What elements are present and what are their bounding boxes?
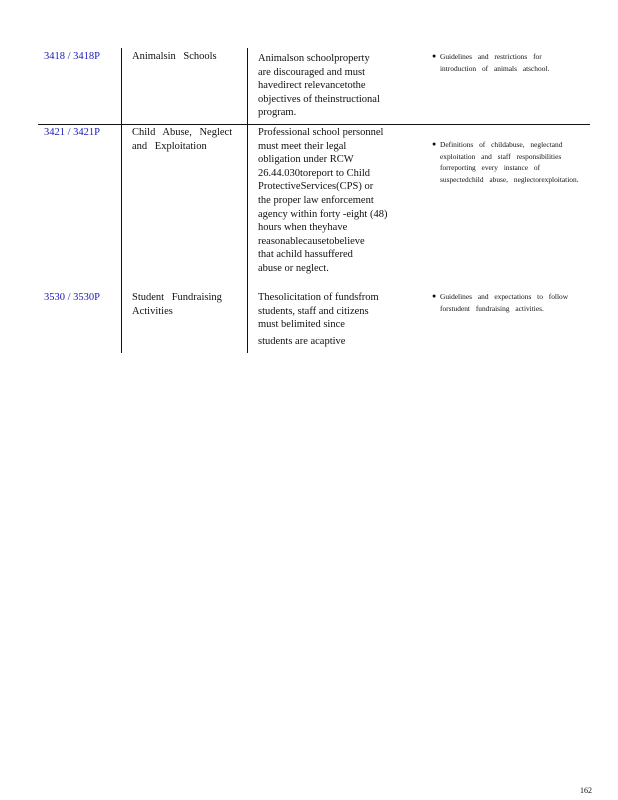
guideline-bullet <box>432 139 582 185</box>
description-line: that achild hassuffered <box>258 249 353 261</box>
policy-title: Child Abuse, Neglect and Exploitation <box>132 127 233 152</box>
column-divider-2 <box>247 48 248 353</box>
description-line: Thesolicitation of fundsfrom <box>258 292 379 303</box>
description-line: program. <box>258 107 297 119</box>
guideline-text: Definitions of childabuse, neglectand exploitation and staff responsibilities forreporting every instance of suspectedchild abuse, neglectorexploitation. <box>440 140 579 184</box>
guideline-bullet <box>432 51 582 74</box>
policy-code: 3530 / 3530P <box>44 292 101 303</box>
description-line: students are acaptive <box>258 335 346 347</box>
column-divider-1 <box>121 48 122 353</box>
row-divider <box>38 124 590 125</box>
description-line: 26.44.030toreport to Child <box>258 167 370 179</box>
guideline-text: Guidelines and restrictions for introduction of animals atschool. <box>440 52 550 73</box>
description-line: are discouraged and must <box>258 66 366 78</box>
guideline-bullet <box>432 291 582 314</box>
description-line: havedirect relevancetothe <box>258 80 366 92</box>
description-line: must belimited since <box>258 319 345 331</box>
description-line: ProtectiveServices(CPS) or <box>258 181 374 193</box>
policy-code: 3418 / 3418P <box>44 51 101 62</box>
guideline-text: Guidelines and expectations to follow forstudent fundraising activities. <box>440 292 569 313</box>
policy-title: Student Fundraising Activities <box>132 292 222 317</box>
description-line: hours when theyhave <box>258 222 348 234</box>
description-line: students, staff and citizens <box>258 305 369 317</box>
policy-code: 3421 / 3421P <box>44 127 101 138</box>
policy-description <box>258 291 408 348</box>
description-line: abuse or neglect. <box>258 262 329 274</box>
policy-description <box>258 52 408 120</box>
policy-description <box>258 126 408 276</box>
description-line: Animalson schoolproperty <box>258 53 370 64</box>
description-line: reasonablecausetobelieve <box>258 235 365 247</box>
bullet-icon: ● <box>432 292 437 300</box>
description-line: objectives of theinstructional <box>258 93 380 105</box>
description-line: the proper law enforcement <box>258 194 374 206</box>
page-number: 162 <box>580 786 592 795</box>
policy-title: Animalsin Schools <box>132 51 217 62</box>
description-line: Professional school personnel <box>258 127 384 138</box>
description-line: must meet their legal <box>258 140 347 152</box>
bullet-icon: ● <box>432 52 437 60</box>
description-line: obligation under RCW <box>258 154 354 166</box>
description-line: agency within forty -eight (48) <box>258 208 388 220</box>
bullet-icon: ● <box>432 140 437 148</box>
